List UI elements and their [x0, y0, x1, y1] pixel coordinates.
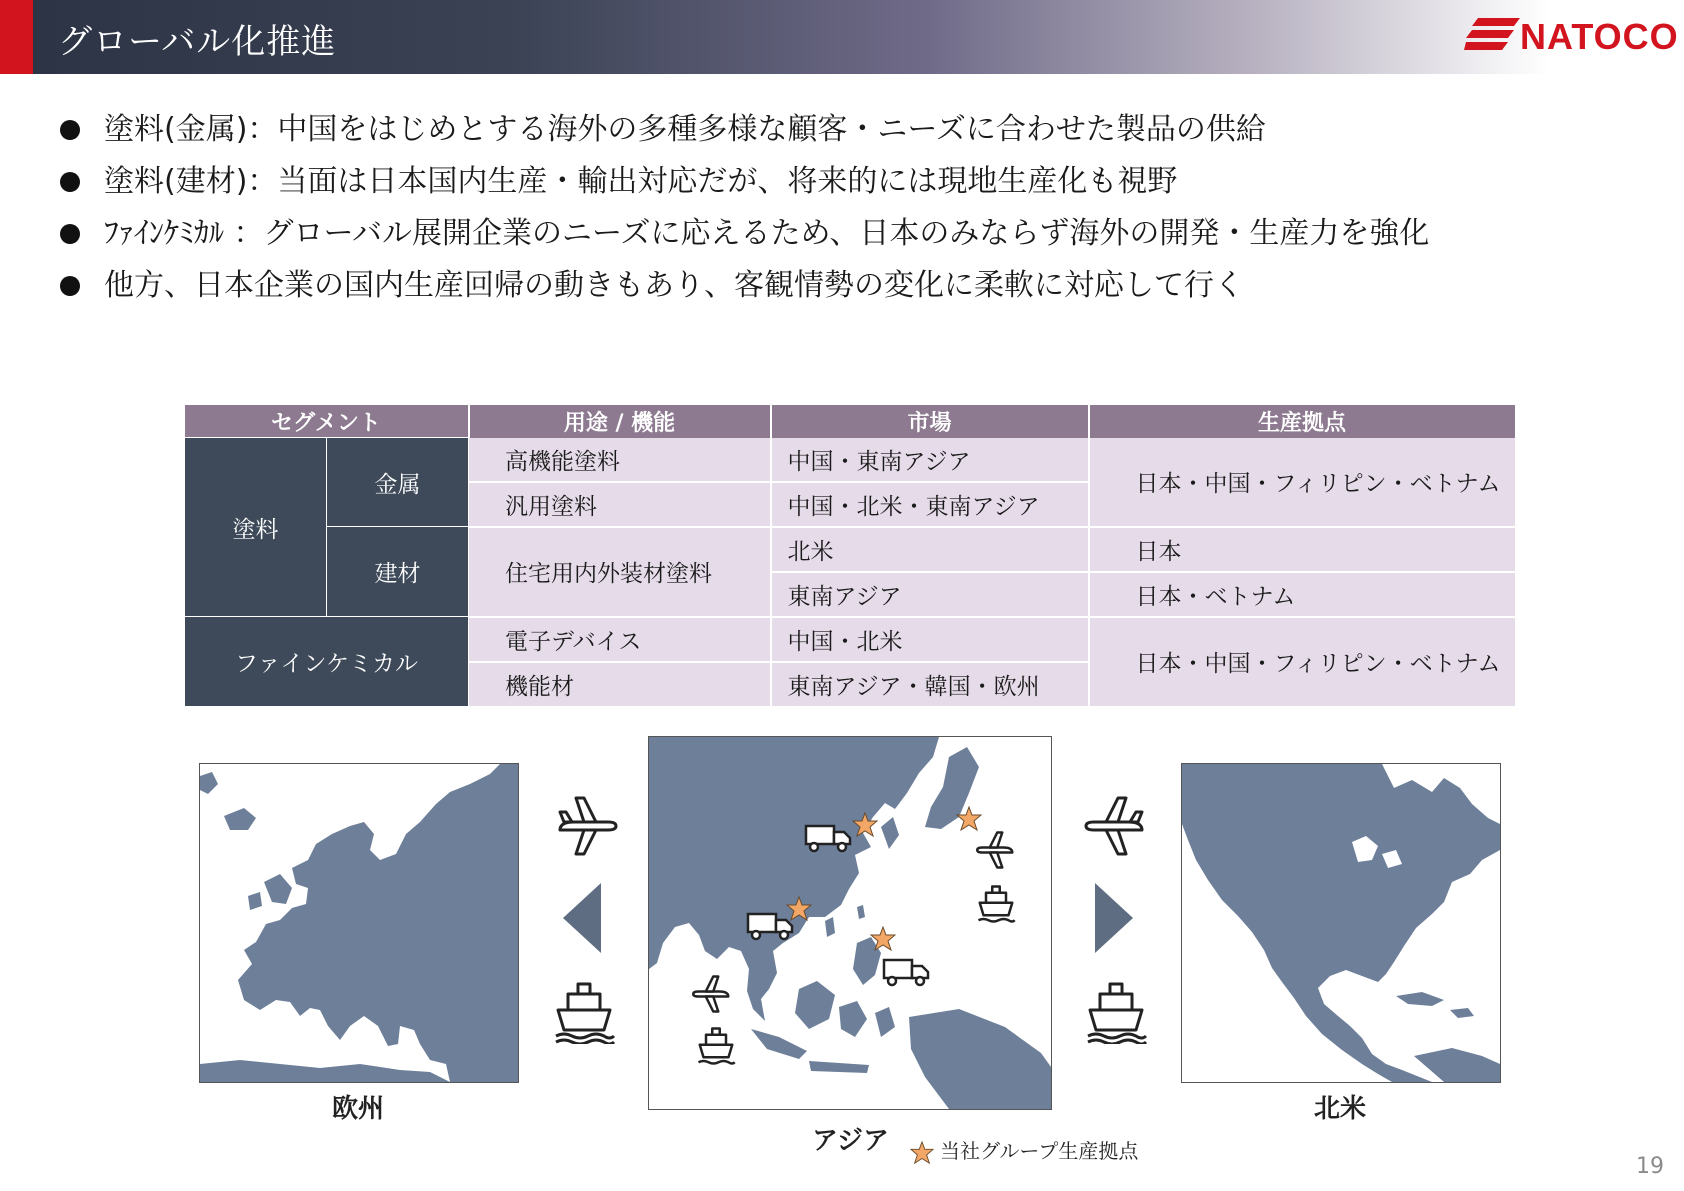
base-cell: 日本・中国・フィリピン・ベトナム [1089, 617, 1515, 707]
subsegment-building: 建材 [327, 527, 469, 617]
header-base: 生産拠点 [1089, 405, 1515, 438]
page-number: 19 [1636, 1154, 1664, 1179]
bullet-item [58, 156, 1658, 208]
use-cell: 電子デバイス [469, 617, 771, 662]
table-row [185, 438, 1515, 482]
asia-label: アジア [812, 1126, 889, 1156]
bullet-text: ﾌｧｲﾝｹﾐｶﾙ ：グローバル展開企業のニーズに応えるため、日本のみならず海外の開発・生産力を強化 [104, 216, 1430, 251]
ship-icon [976, 884, 1016, 924]
legend-star-icon [910, 1141, 934, 1165]
north-america-map [1181, 763, 1501, 1083]
bullet-text: 塗料(建材)：当面は日本国内生産・輸出対応だが、将来的には現地生産化も視野 [104, 164, 1178, 199]
market-cell: 中国・北米・東南アジア [771, 482, 1089, 527]
header-bar [0, 0, 1684, 74]
header-segment: セグメント [185, 405, 469, 438]
bullet-dot-icon [60, 276, 80, 296]
base-cell: 日本・ベトナム [1089, 572, 1515, 617]
bullet-item [58, 104, 1658, 156]
production-base-star-icon [786, 896, 812, 922]
north-america-label: 北米 [1314, 1094, 1367, 1124]
market-cell: 中国・北米 [771, 617, 1089, 662]
production-base-star-icon [852, 812, 878, 838]
ship-icon [696, 1026, 736, 1066]
segment-paint: 塗料 [185, 438, 327, 617]
airplane-icon [554, 794, 618, 858]
bullet-item [58, 208, 1658, 260]
bullet-list [58, 104, 1658, 312]
market-cell: 東南アジア・韓国・欧州 [771, 662, 1089, 707]
ship-icon [552, 980, 616, 1044]
map-legend [910, 1135, 1138, 1165]
europe-map [199, 763, 519, 1083]
bullet-dot-icon [60, 224, 80, 244]
use-cell: 高機能塗料 [469, 438, 771, 482]
production-base-star-icon [870, 926, 896, 952]
header-accent-bar [0, 0, 33, 74]
logo-text: NATOCO [1520, 16, 1679, 57]
bullet-dot-icon [60, 172, 80, 192]
bullet-text: 他方、日本企業の国内生産回帰の動きもあり、客観情勢の変化に柔軟に対応して行く [104, 268, 1244, 303]
page-title: グローバル化推進 [58, 22, 337, 62]
legend-text: 当社グループ生産拠点 [940, 1139, 1139, 1163]
base-cell: 日本・中国・フィリピン・ベトナム [1089, 438, 1515, 527]
market-cell: 北米 [771, 527, 1089, 572]
airplane-icon [976, 830, 1016, 870]
table-row [185, 527, 1515, 572]
natoco-logo [1464, 14, 1679, 58]
table-row [185, 617, 1515, 662]
header-market: 市場 [771, 405, 1089, 438]
bullet-text: 塗料(金属)：中国をはじめとする海外の多種多様な顧客・ニーズに合わせた製品の供給 [104, 112, 1266, 147]
north-america-map-image [1182, 764, 1500, 1082]
base-cell: 日本 [1089, 527, 1515, 572]
use-cell: 汎用塗料 [469, 482, 771, 527]
table-header-row [185, 405, 1515, 438]
arrow-right-icon [1095, 883, 1135, 953]
market-cell: 東南アジア [771, 572, 1089, 617]
segment-fine-chemical: ファインケミカル [185, 617, 469, 707]
production-base-star-icon [956, 806, 982, 832]
bullet-item [58, 260, 1658, 312]
arrow-left-icon [563, 883, 603, 953]
europe-map-image [200, 764, 518, 1082]
use-cell: 機能材 [469, 662, 771, 707]
logo-mark-icon [1464, 18, 1520, 52]
use-cell: 住宅用内外装材塗料 [469, 527, 771, 617]
bullet-dot-icon [60, 120, 80, 140]
market-cell: 中国・東南アジア [771, 438, 1089, 482]
truck-icon [804, 822, 852, 854]
header-use: 用途 / 機能 [469, 405, 771, 438]
subsegment-metal: 金属 [327, 438, 469, 527]
truck-icon [882, 956, 930, 988]
ship-icon [1084, 980, 1148, 1044]
airplane-icon [692, 974, 732, 1014]
segment-table [184, 405, 1515, 708]
europe-label: 欧州 [332, 1094, 385, 1124]
airplane-icon [1084, 794, 1148, 858]
